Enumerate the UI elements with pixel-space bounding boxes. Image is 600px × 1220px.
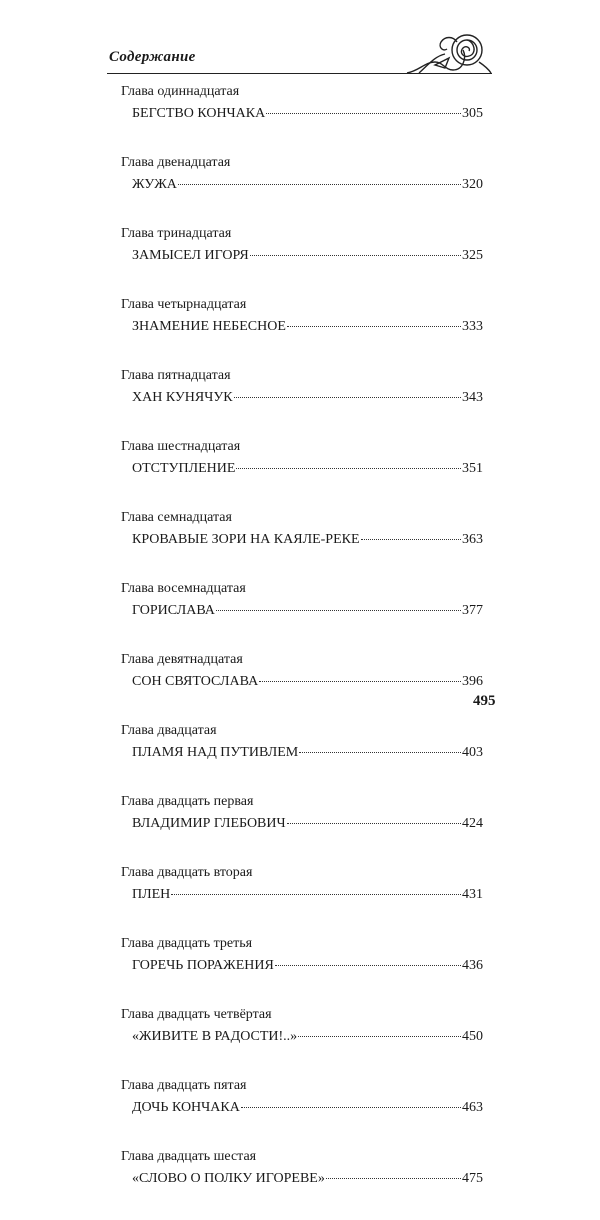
page-ref: 351 bbox=[462, 461, 483, 476]
chapter-title: «ЖИВИТЕ В РАДОСТИ!..» bbox=[132, 1029, 298, 1044]
toc-entry bbox=[121, 226, 483, 297]
chapter-title-line bbox=[132, 745, 483, 761]
chapter-title-line bbox=[132, 1171, 483, 1187]
dot-leader bbox=[250, 255, 461, 256]
header-title: Содержание bbox=[109, 49, 196, 65]
chapter-title-line bbox=[132, 887, 483, 903]
chapter-title: ЖУЖА bbox=[132, 177, 177, 192]
page-ref: 325 bbox=[462, 248, 483, 263]
running-header bbox=[107, 30, 492, 74]
toc-entry bbox=[121, 155, 483, 226]
chapter-label: Глава тринадцатая bbox=[121, 226, 232, 241]
chapter-title-line bbox=[132, 1100, 483, 1116]
chapter-title: ЗАМЫСЕЛ ИГОРЯ bbox=[132, 248, 249, 263]
chapter-title: ГОРЕЧЬ ПОРАЖЕНИЯ bbox=[132, 958, 274, 973]
celtic-scroll-ornament-icon bbox=[405, 32, 493, 74]
toc-entry bbox=[121, 1149, 483, 1220]
dot-leader bbox=[266, 113, 461, 114]
toc-entry bbox=[121, 723, 483, 794]
page-ref: 333 bbox=[462, 319, 483, 334]
chapter-title: ХАН КУНЯЧУК bbox=[132, 390, 233, 405]
chapter-label: Глава двадцать пятая bbox=[121, 1078, 247, 1093]
toc-entry bbox=[121, 368, 483, 439]
chapter-label: Глава двенадцатая bbox=[121, 155, 231, 170]
page-ref: 463 bbox=[462, 1100, 483, 1115]
page-ref: 305 bbox=[462, 106, 483, 121]
chapter-label: Глава одиннадцатая bbox=[121, 84, 240, 99]
chapter-title: БЕГСТВО КОНЧАКА bbox=[132, 106, 266, 121]
dot-leader bbox=[178, 184, 461, 185]
toc-entry bbox=[121, 1078, 483, 1149]
toc-entry bbox=[121, 1007, 483, 1078]
toc-entry bbox=[121, 865, 483, 936]
chapter-title-line bbox=[132, 177, 483, 193]
dot-leader bbox=[241, 1107, 461, 1108]
header-rule bbox=[107, 73, 492, 74]
dot-leader bbox=[298, 1036, 461, 1037]
dot-leader bbox=[234, 397, 461, 398]
dot-leader bbox=[326, 1178, 461, 1179]
page-ref: 403 bbox=[462, 745, 483, 760]
page-number: 495 bbox=[473, 693, 496, 709]
dot-leader bbox=[236, 468, 461, 469]
page-ref: 320 bbox=[462, 177, 483, 192]
page-ref: 424 bbox=[462, 816, 483, 831]
dot-leader bbox=[259, 681, 461, 682]
chapter-title: ПЛАМЯ НАД ПУТИВЛЕМ bbox=[132, 745, 299, 760]
chapter-title-line bbox=[132, 816, 483, 832]
chapter-title: «СЛОВО О ПОЛКУ ИГОРЕВЕ» bbox=[132, 1171, 325, 1186]
toc-entry bbox=[121, 84, 483, 155]
chapter-title-line bbox=[132, 319, 483, 335]
chapter-title-line bbox=[132, 1029, 483, 1045]
page-ref: 363 bbox=[462, 532, 483, 547]
chapter-title-line bbox=[132, 674, 483, 690]
chapter-title-line bbox=[132, 958, 483, 974]
toc-entry bbox=[121, 510, 483, 581]
chapter-title: КРОВАВЫЕ ЗОРИ НА КАЯЛЕ-РЕКЕ bbox=[132, 532, 360, 547]
chapter-label: Глава четырнадцатая bbox=[121, 297, 247, 312]
page-ref: 436 bbox=[462, 958, 483, 973]
page-ref: 343 bbox=[462, 390, 483, 405]
chapter-title: ВЛАДИМИР ГЛЕБОВИЧ bbox=[132, 816, 286, 831]
chapter-label: Глава двадцать третья bbox=[121, 936, 253, 951]
dot-leader bbox=[275, 965, 461, 966]
chapter-title: ПЛЕН bbox=[132, 887, 171, 902]
chapter-title: ДОЧЬ КОНЧАКА bbox=[132, 1100, 240, 1115]
page-ref: 377 bbox=[462, 603, 483, 618]
toc-entry bbox=[121, 297, 483, 368]
chapter-label: Глава двадцатая bbox=[121, 723, 217, 738]
chapter-label: Глава двадцать первая bbox=[121, 794, 254, 809]
page-ref: 431 bbox=[462, 887, 483, 902]
chapter-label: Глава шестнадцатая bbox=[121, 439, 241, 454]
table-of-contents bbox=[121, 84, 483, 1220]
chapter-title-line bbox=[132, 390, 483, 406]
dot-leader bbox=[216, 610, 461, 611]
chapter-title: ЗНАМЕНИЕ НЕБЕСНОЕ bbox=[132, 319, 286, 334]
chapter-label: Глава пятнадцатая bbox=[121, 368, 231, 383]
toc-entry bbox=[121, 581, 483, 652]
toc-entry bbox=[121, 794, 483, 865]
chapter-label: Глава восемнадцатая bbox=[121, 581, 246, 596]
chapter-title: СОН СВЯТОСЛАВА bbox=[132, 674, 259, 689]
chapter-label: Глава девятнадцатая bbox=[121, 652, 243, 667]
chapter-label: Глава двадцать четвёртая bbox=[121, 1007, 272, 1022]
dot-leader bbox=[361, 539, 461, 540]
dot-leader bbox=[287, 326, 461, 327]
toc-entry bbox=[121, 652, 483, 723]
page-ref: 475 bbox=[462, 1171, 483, 1186]
chapter-label: Глава двадцать шестая bbox=[121, 1149, 257, 1164]
chapter-label: Глава двадцать вторая bbox=[121, 865, 253, 880]
chapter-title-line bbox=[132, 603, 483, 619]
page-ref: 396 bbox=[462, 674, 483, 689]
chapter-title: ОТСТУПЛЕНИЕ bbox=[132, 461, 236, 476]
chapter-title-line bbox=[132, 106, 483, 122]
chapter-title-line bbox=[132, 532, 483, 548]
page-ref: 450 bbox=[462, 1029, 483, 1044]
chapter-title: ГОРИСЛАВА bbox=[132, 603, 215, 618]
dot-leader bbox=[299, 752, 461, 753]
chapter-title-line bbox=[132, 248, 483, 264]
toc-entry bbox=[121, 936, 483, 1007]
dot-leader bbox=[171, 894, 461, 895]
dot-leader bbox=[287, 823, 461, 824]
chapter-label: Глава семнадцатая bbox=[121, 510, 232, 525]
toc-entry bbox=[121, 439, 483, 510]
chapter-title-line bbox=[132, 461, 483, 477]
